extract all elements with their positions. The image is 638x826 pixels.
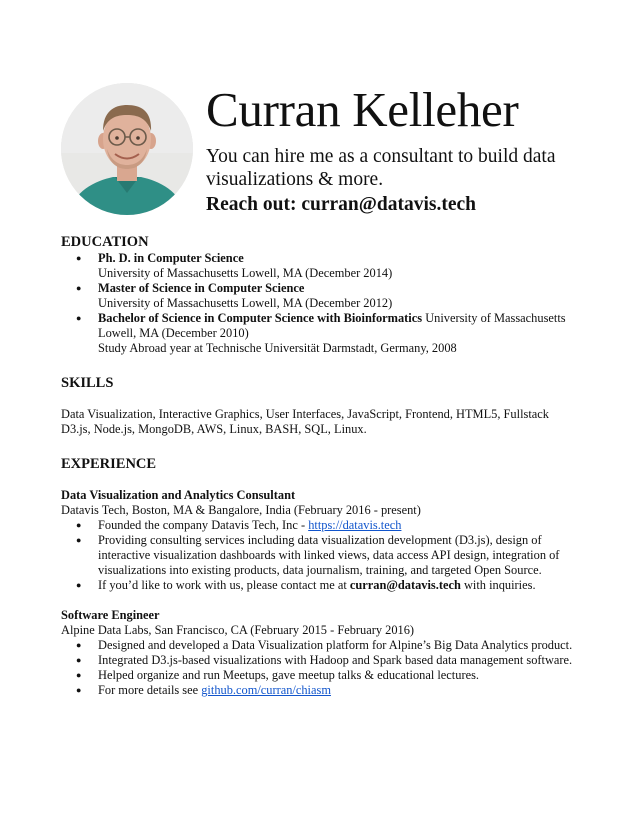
- job-org: Datavis Tech, Boston, MA & Bangalore, India (February 2016 - present): [61, 503, 421, 517]
- degree: ● Master of Science in Computer Science: [98, 281, 305, 295]
- datavis-tech-link[interactable]: https://datavis.tech: [308, 518, 402, 532]
- bullet-text: If you’d like to work with us, please contact me at: [98, 578, 350, 592]
- job-bullet: [61, 683, 591, 698]
- job-bullets: [61, 518, 591, 593]
- study-abroad: Study Abroad year at Technische Universität Darmstadt, Germany, 2008: [98, 341, 457, 355]
- profile-photo: [61, 83, 193, 215]
- job-bullet: ● Integrated D3.js-based visualizations with Hadoop and Spark based data management software.: [61, 653, 591, 668]
- degree-detail: University of Massachusetts Lowell, MA (December 2012): [98, 296, 393, 310]
- education-list: [61, 251, 591, 356]
- contact-line: Reach out: curran@datavis.tech: [206, 194, 476, 215]
- profile-photo-illustration: [61, 83, 193, 215]
- education-item: [61, 251, 591, 281]
- skills-line: D3.js, Node.js, MongoDB, AWS, Linux, BASH, SQL, Linux.: [61, 422, 367, 436]
- skills-line: Data Visualization, Interactive Graphics, User Interfaces, JavaScript, Frontend, HTML5, Fullstack: [61, 407, 549, 421]
- degree-detail: University of Massachusetts Lowell, MA (December 2010): [98, 311, 566, 340]
- contact-email: curran@datavis.tech: [349, 578, 461, 592]
- bullet-text: with inquiries.: [460, 578, 536, 592]
- tagline: You can hire me as a consultant to build data visualizations & more.: [206, 146, 556, 190]
- candidate-name: Curran Kelleher: [206, 82, 519, 137]
- job-bullet: ● Providing consulting services including data visualization development (D3.js), design of interactive visualization dashboards with linked views, data access API design, integration of visualizations into existing products, data journalism, training, and targeted Open Source.: [61, 533, 591, 578]
- education-heading: EDUCATION: [61, 234, 149, 250]
- job-bullet: [61, 578, 591, 593]
- job-bullets: [61, 638, 591, 698]
- job-bullet: [61, 518, 591, 533]
- job-bullet: ● Designed and developed a Data Visualization platform for Alpine’s Big Data Analytics product.: [61, 638, 591, 653]
- bullet-text: For more details see: [98, 683, 202, 697]
- bullet-text: Founded the company Datavis Tech, Inc -: [98, 518, 309, 532]
- job-org: Alpine Data Labs, San Francisco, CA (February 2015 - February 2016): [61, 623, 415, 637]
- skills-heading: SKILLS: [61, 375, 114, 391]
- degree: ● Ph. D. in Computer Science: [98, 251, 244, 265]
- education-item: [61, 281, 591, 311]
- job-title: Software Engineer: [61, 608, 160, 622]
- degree-detail: University of Massachusetts Lowell, MA (December 2014): [98, 266, 393, 280]
- job-bullet: ● Helped organize and run Meetups, gave meetup talks & educational lectures.: [61, 668, 591, 683]
- degree: Bachelor of Science in Computer Science with Bioinformatics: [98, 311, 423, 325]
- education-item: [61, 311, 591, 356]
- github-chiasm-link[interactable]: github.com/curran/chiasm: [201, 683, 331, 697]
- resume-body: [61, 233, 591, 698]
- experience-heading: EXPERIENCE: [61, 456, 157, 472]
- job-title: Data Visualization and Analytics Consultant: [61, 488, 296, 502]
